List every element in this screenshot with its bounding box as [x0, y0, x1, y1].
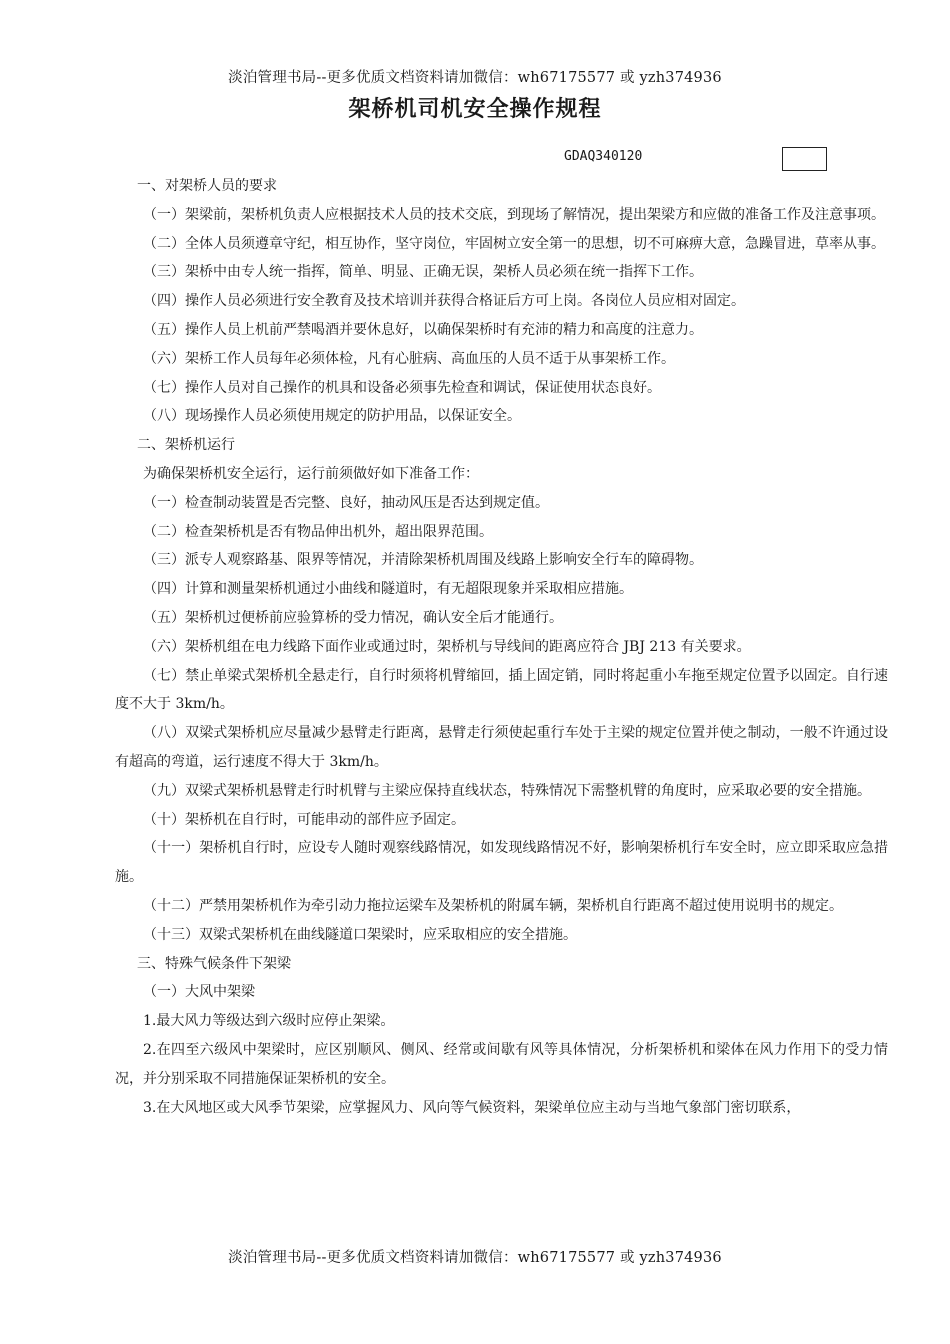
- paragraph: （六）架桥工作人员每年必须体检，凡有心脏病、高血压的人员不适于从事架桥工作。: [143, 350, 675, 367]
- paragraph: 为确保架桥机安全运行，运行前须做好如下准备工作：: [143, 465, 479, 482]
- section-heading: 一、对架桥人员的要求: [137, 178, 277, 194]
- paragraph: （五）操作人员上机前严禁喝酒并要休息好，以确保架桥时有充沛的精力和高度的注意力。: [143, 321, 703, 338]
- paragraph: 2.在四至六级风中架梁时，应区别顺风、侧风、经常或间歇有风等具体情况，分析架桥机和梁体在风力作用下的受力情况，并分别采取不同措施保证架桥机的安全。: [115, 1041, 888, 1087]
- section-heading: 二、架桥机运行: [137, 437, 235, 454]
- paragraph: （四）计算和测量架桥机通过小曲线和隧道时，有无超限现象并采取相应措施。: [143, 581, 633, 598]
- paragraph: （十一）架桥机自行时，应设专人随时观察线路情况，如发现线路情况不好，影响架桥机行车安全时，应立即采取应急措施。: [115, 840, 888, 886]
- paragraph: （四）操作人员必须进行安全教育及技术培训并获得合格证后方可上岗。各岗位人员应相对固定。: [143, 293, 745, 310]
- paragraph: （七）操作人员对自己操作的机具和设备必须事先检查和调试，保证使用状态良好。: [143, 379, 661, 396]
- header-banner: 淡泊管理书局--更多优质文档资料请加微信：wh67175577 或 yzh374936: [228, 70, 722, 86]
- paragraph: （六）架桥机组在电力线路下面作业或通过时，架桥机与导线间的距离应符合 JBJ 213 有关要求。: [143, 638, 751, 655]
- document-code: GDAQ340120: [564, 149, 643, 164]
- paragraph: （三）派专人观察路基、限界等情况，并清除架桥机周围及线路上影响安全行车的障碍物。: [143, 552, 703, 569]
- paragraph: （八）双梁式架桥机应尽量减少悬臂走行距离，悬臂走行须使起重行车处于主梁的规定位置并使之制动，一般不许通过设有超高的弯道，运行速度不得大于 3km/h。: [115, 725, 888, 770]
- paragraph: （三）架桥中由专人统一指挥，简单、明显、正确无误，架桥人员必须在统一指挥下工作。: [143, 264, 703, 281]
- paragraph: （一）大风中架梁: [143, 984, 255, 1001]
- paragraph: （二）全体人员须遵章守纪，相互协作，坚守岗位，牢固树立安全第一的思想，切不可麻痹大意，急躁冒进，草率从事。: [143, 235, 885, 252]
- code-box: [782, 147, 827, 171]
- paragraph: （一）架梁前，架桥机负责人应根据技术人员的技术交底，到现场了解情况，提出架梁方和应做的准备工作及注意事项。: [143, 206, 885, 223]
- page-title: 架桥机司机安全操作规程: [348, 97, 602, 122]
- paragraph: 1.最大风力等级达到六级时应停止架梁。: [143, 1013, 395, 1030]
- paragraph: （五）架桥机过便桥前应验算桥的受力情况，确认安全后才能通行。: [143, 609, 563, 626]
- paragraph: （七）禁止单梁式架桥机全悬走行，自行时须将机臂缩回，插上固定销，同时将起重小车拖至规定位置予以固定。自行速度不大于 3km/h。: [115, 667, 888, 713]
- document-body: [115, 172, 888, 1122]
- paragraph: （十三）双梁式架桥机在曲线隧道口架梁时，应采取相应的安全措施。: [143, 926, 577, 943]
- paragraph: （一）检查制动装置是否完整、良好，抽动风压是否达到规定值。: [143, 494, 549, 511]
- paragraph: （二）检查架桥机是否有物品伸出机外，超出限界范围。: [143, 523, 493, 540]
- paragraph: （十二）严禁用架桥机作为牵引动力拖拉运梁车及架桥机的附属车辆，架桥机自行距离不超过使用说明书的规定。: [143, 897, 843, 914]
- footer-banner: 淡泊管理书局--更多优质文档资料请加微信：wh67175577 或 yzh374936: [228, 1250, 722, 1266]
- paragraph: 3.在大风地区或大风季节架梁，应掌握风力、风向等气候资料，架梁单位应主动与当地气象部门密切联系，: [143, 1099, 801, 1116]
- section-heading: 三、特殊气候条件下架梁: [137, 955, 291, 972]
- paragraph: （十）架桥机在自行时，可能串动的部件应予固定。: [143, 811, 465, 828]
- paragraph: （九）双梁式架桥机悬臂走行时机臂与主梁应保持直线状态，特殊情况下需整机臂的角度时，应采取必要的安全措施。: [143, 782, 871, 799]
- paragraph: （八）现场操作人员必须使用规定的防护用品，以保证安全。: [143, 408, 521, 425]
